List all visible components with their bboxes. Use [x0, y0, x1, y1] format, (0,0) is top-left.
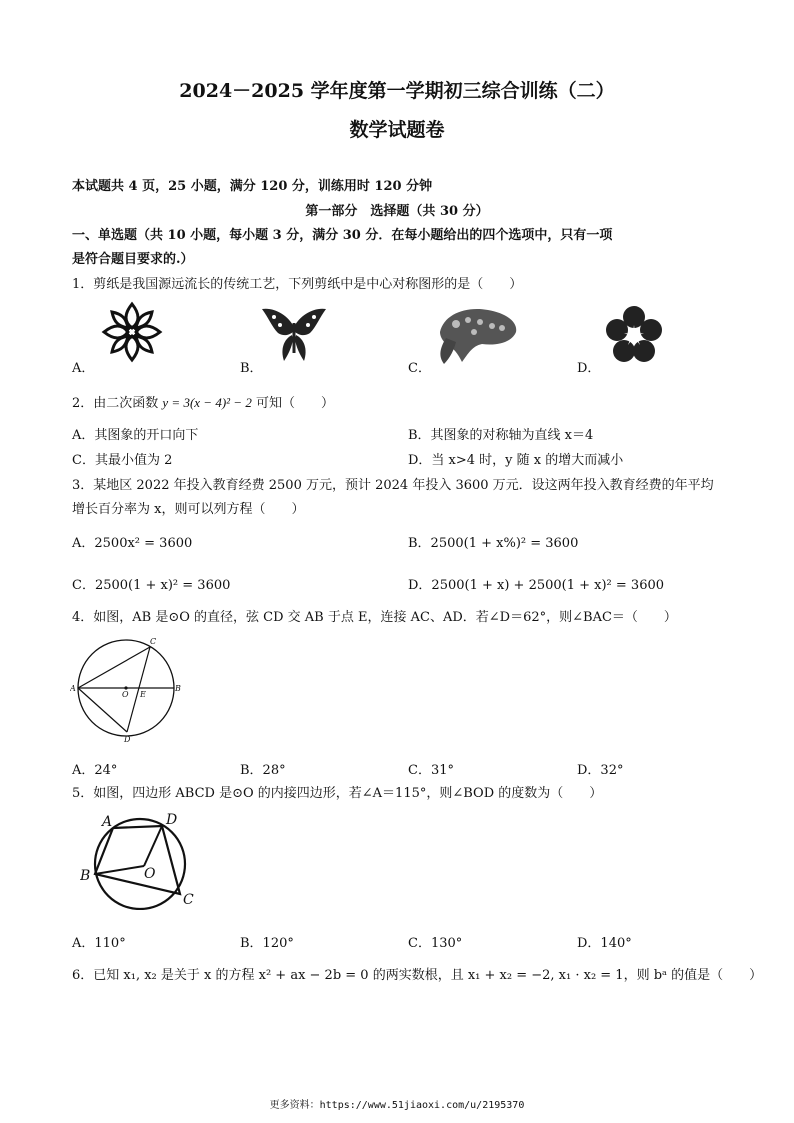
flower-papercut-icon	[100, 300, 164, 364]
q4-label-e: E	[140, 690, 146, 699]
q5-label-c: C	[183, 892, 194, 908]
section-heading-line2: 是符合题目要求的.）	[72, 252, 194, 267]
question-5-stem: 5．如图，四边形 ABCD 是⊙O 的内接四边形，若∠A＝115°，则∠BOD 的度数为（ ）	[72, 786, 603, 801]
question-3-line1: 3．某地区 2022 年投入教育经费 2500 万元，预计 2024 年投入 3600 万元．设这两年投入教育经费的年平均	[72, 478, 714, 493]
q4-option-a: A．24°	[72, 763, 118, 778]
q2-stem-suffix: 可知（ ）	[251, 396, 334, 411]
question-3-line2: 增长百分率为 x，则可以列方程（ ）	[72, 502, 305, 517]
q4-option-b: B．28°	[240, 763, 286, 778]
q5-label-a: A	[102, 814, 113, 830]
q4-label-a: A	[70, 684, 76, 693]
q3-option-b: B．2500(1 + x%)² = 3600	[408, 536, 579, 551]
q4-label-c: C	[150, 637, 157, 646]
q2-stem-prefix: 2．由二次函数	[72, 396, 163, 411]
q1-option-a: A．	[72, 361, 95, 376]
section-heading-line1: 一、单选题（共 10 小题，每小题 3 分，满分 30 分．在每小题给出的四个选项中，只有一项	[72, 228, 613, 243]
q3-option-c: C．2500(1 + x)² = 3600	[72, 578, 231, 593]
q5-option-b: B．120°	[240, 936, 294, 951]
q1-option-d: D．	[577, 361, 601, 376]
q5-option-a: A．110°	[72, 936, 126, 951]
q2-option-d: D．当 x>4 时，y 随 x 的增大而减小	[408, 453, 624, 468]
q4-label-d: D	[124, 735, 131, 744]
circle-diagram-q4	[70, 632, 182, 744]
q5-label-o: O	[144, 866, 156, 882]
page-title: 2024－2025 学年度第一学期初三综合训练（二）	[179, 80, 615, 102]
q1-option-c: C．	[408, 361, 431, 376]
q2-option-a: A．其图象的开口向下	[72, 428, 199, 443]
fish-papercut-icon	[432, 302, 522, 370]
circle-diagram-q5	[80, 808, 200, 910]
question-1-stem: 1．剪纸是我国源远流长的传统工艺，下列剪纸中是中心对称图形的是（ ）	[72, 277, 523, 292]
q5-option-d: D．140°	[577, 936, 632, 951]
q2-option-c: C．其最小值为 2	[72, 453, 173, 468]
q5-label-d: D	[166, 812, 178, 828]
q1-option-b: B．	[240, 361, 263, 376]
q4-label-o: O	[122, 690, 129, 699]
q3-option-a: A．2500x² = 3600	[72, 536, 193, 551]
q2-option-b: B．其图象的对称轴为直线 x＝4	[408, 428, 594, 443]
q4-label-b: B	[175, 684, 181, 693]
q5-option-c: C．130°	[408, 936, 463, 951]
question-6-stem: 6．已知 x₁, x₂ 是关于 x 的方程 x² + ax − 2b = 0 的两实数根，且 x₁ + x₂ = −2, x₁ · x₂ = 1，则 bᵃ 的值是（ ）	[72, 968, 763, 983]
footer-link[interactable]: 更多资料：https://www.51jiaoxi.com/u/2195370	[269, 1100, 525, 1111]
page-subtitle: 数学试题卷	[349, 119, 445, 141]
q5-label-b: B	[80, 868, 91, 884]
q4-option-c: C．31°	[408, 763, 454, 778]
q4-option-d: D．32°	[577, 763, 624, 778]
question-2-stem	[72, 392, 334, 411]
butterfly-papercut-icon	[258, 305, 330, 367]
question-4-stem: 4．如图，AB 是⊙O 的直径，弦 CD 交 AB 于点 E，连接 AC、AD．若∠D＝62°，则∠BAC＝（ ）	[72, 610, 677, 625]
blossom-papercut-icon	[604, 305, 664, 365]
q3-option-d: D．2500(1 + x) + 2500(1 + x)² = 3600	[408, 578, 665, 593]
q2-formula: y = 3(x − 4)² − 2	[162, 395, 252, 410]
exam-info: 本试题共 4 页，25 小题，满分 120 分，训练用时 120 分钟	[72, 179, 433, 194]
part-heading: 第一部分 选择题（共 30 分）	[305, 204, 489, 219]
